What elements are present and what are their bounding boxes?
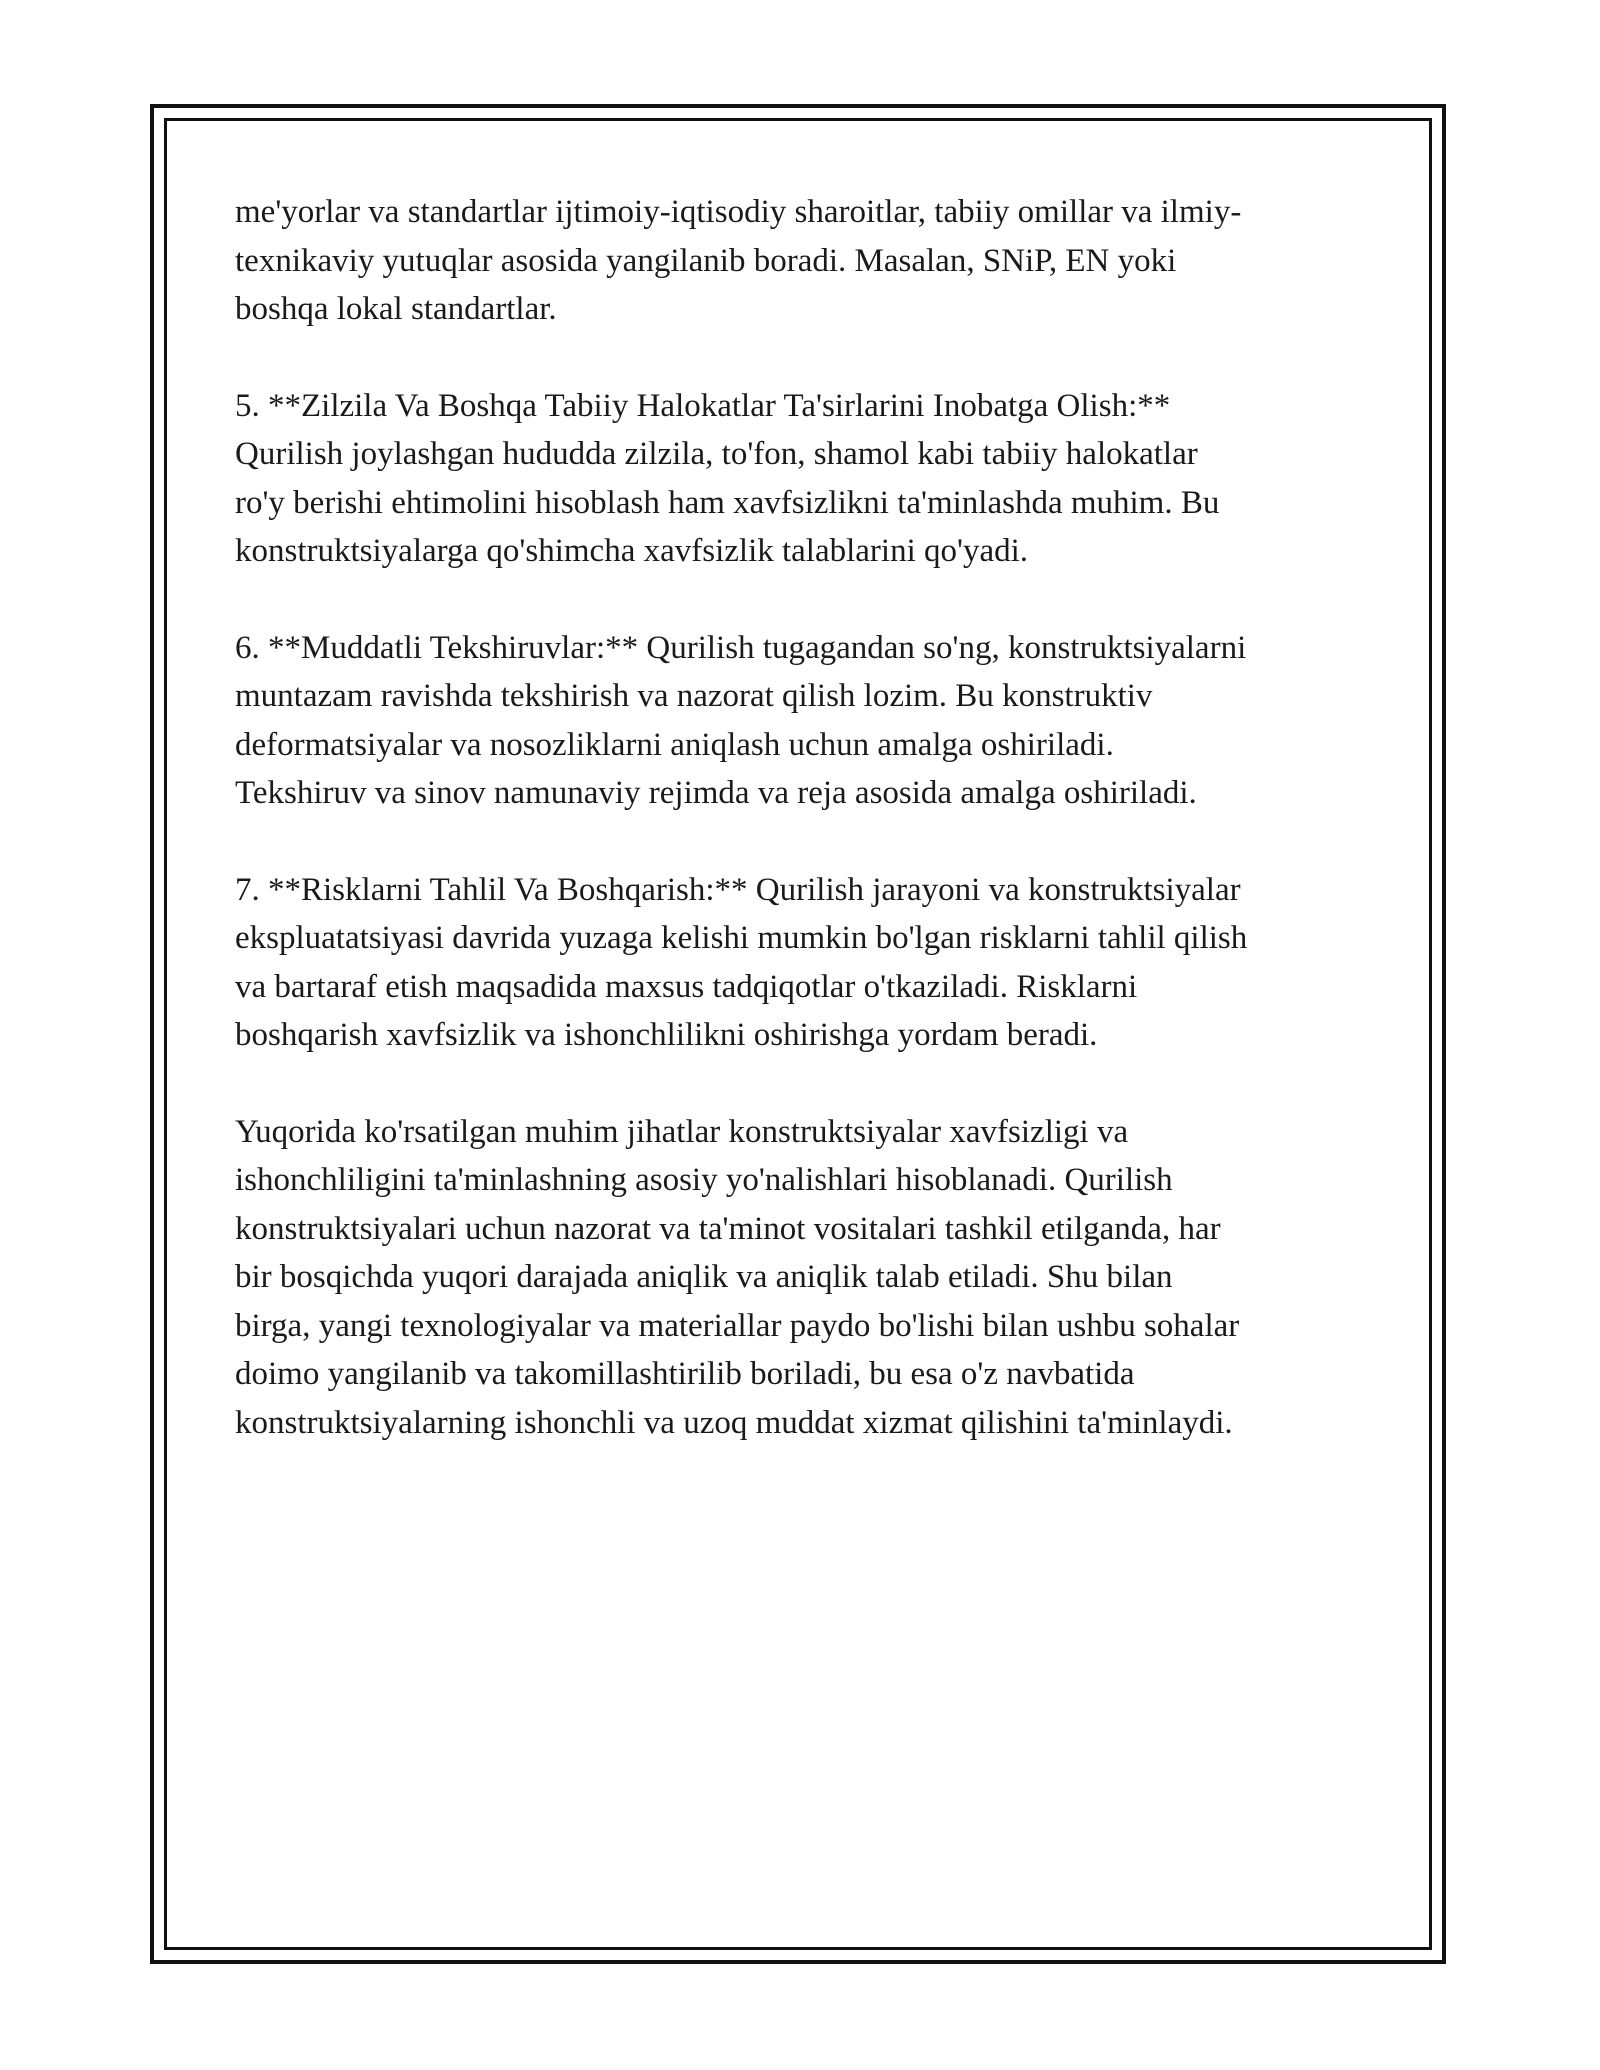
paragraph-conclusion: Yuqorida ko'rsatilgan muhim jihatlar konstruktsiyalar xavfsizligi va ishonchliligini ta'minlashning asosiy yo'nalishlari hisoblanadi. Qurilish konstruktsiyalari uchun nazorat va ta'minot vositalari tashkil etilganda, har bir bosqichda yuqori darajada aniqlik va aniqlik talab etiladi. Shu bilan birga, yangi texnologiyalar va materiallar paydo bo'lishi bilan ushbu sohalar doimo yangilanib va takomillashtirilib boriladi, bu esa o'z navbatida konstruktsiyalarning ishonchli va uzoq muddat xizmat qilishini ta'minlaydi. [235,1113,1240,1441]
paragraph-item-7-risk-management: 7. **Risklarni Tahlil Va Boshqarish:** Qurilish jarayoni va konstruktsiyalar ekspluatatsiyasi davrida yuzaga kelishi mumkin bo'lgan risklarni tahlil qilish va bartaraf etish maqsadida maxsus tadqiqotlar o'tkaziladi. Risklarni boshqarish xavfsizlik va ishonchlilikni oshirishga yordam beradi. [235,871,1248,1053]
paragraph-item-6-periodic-inspections: 6. **Muddatli Tekshiruvlar:** Qurilish tugagandan so'ng, konstruktsiyalarni muntazam ravishda tekshirish va nazorat qilish lozim. Bu konstruktiv deformatsiyalar va nosozliklarni aniqlash uchun amalga oshiriladi. Tekshiruv va sinov namunaviy rejimda va reja asosida amalga oshiriladi. [235,629,1247,811]
paragraph-standards-continuation: me'yorlar va standartlar ijtimoiy-iqtisodiy sharoitlar, tabiiy omillar va ilmiy- texnikaviy yutuqlar asosida yangilanib boradi. Masalan, SNiP, EN yoki boshqa lokal standartlar. [235,194,1242,327]
paragraph-item-5-natural-disasters: 5. **Zilzila Va Boshqa Tabiiy Halokatlar Ta'sirlarini Inobatga Olish:** Qurilish joylashgan hududda zilzila, to'fon, shamol kabi tabiiy halokatlar ro'y berishi ehtimolini hisoblash ham xavfsizlikni ta'minlashda muhim. Bu konstruktsiyalarga qo'shimcha xavfsizlik talablarini qo'yadi. [235,387,1220,569]
document-body [235,188,1375,1495]
